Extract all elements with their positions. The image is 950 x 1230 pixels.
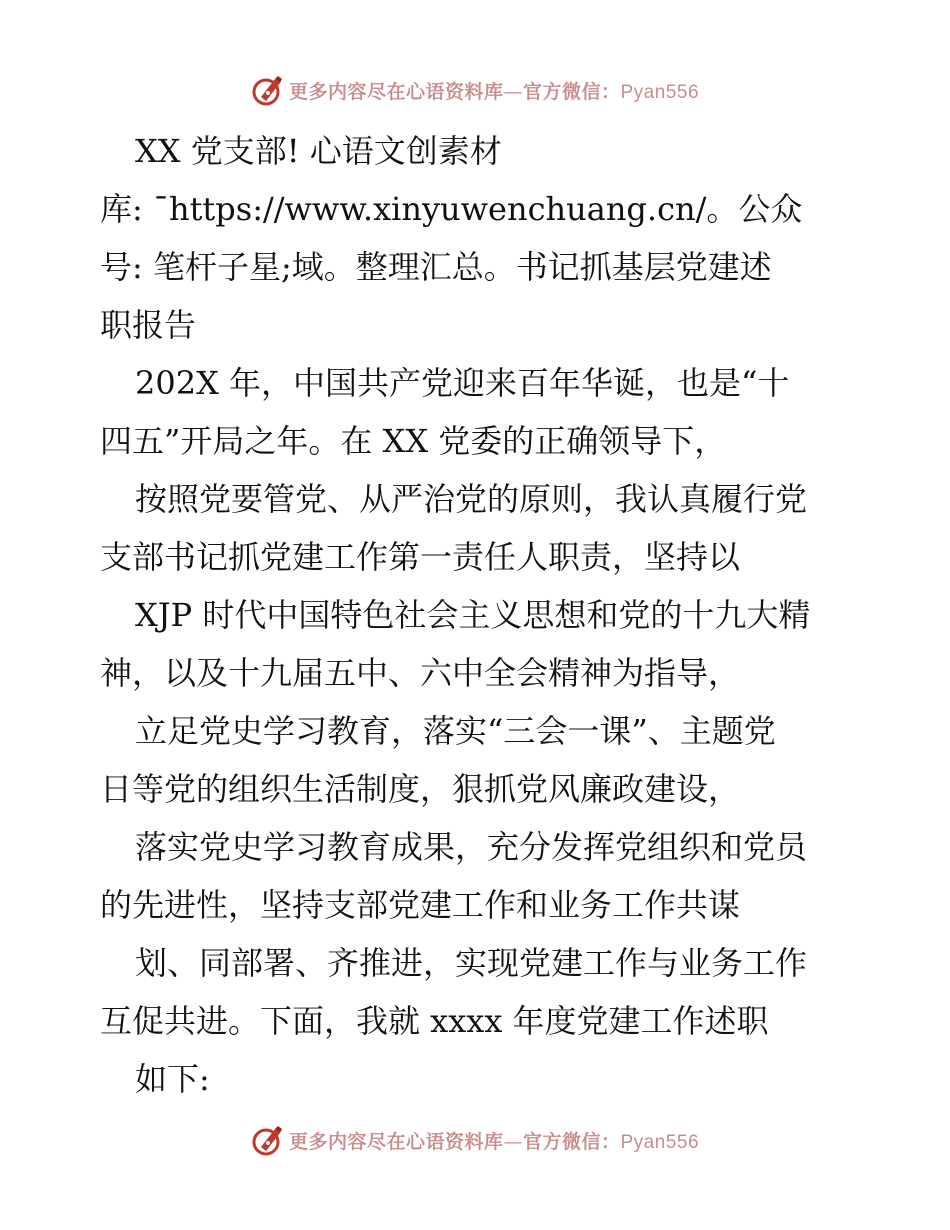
text-line: 互促共进。下面，我就 xxxx 年度党建工作述职 — [100, 1002, 769, 1040]
text-line: 职报告 — [100, 306, 197, 344]
text-line: 按照党要管党、从严治党的原则，我认真履行党 — [135, 480, 808, 518]
document-body — [100, 122, 880, 1108]
header-banner — [0, 70, 950, 110]
pen-nib-circle-icon — [251, 1123, 285, 1157]
text-line: 四五”开局之年。在 XX 党委的正确领导下， — [100, 422, 727, 460]
text-line: XJP 时代中国特色社会主义思想和党的十九大精 — [135, 596, 811, 634]
text-line: 如下: — [135, 1060, 210, 1098]
text-line: 立足党史学习教育，落实“三会一课”、主题党 — [135, 712, 776, 750]
header-banner-text: 更多内容尽在心语资料库—官方微信：Pyan556 — [288, 80, 700, 103]
footer-banner-text: 更多内容尽在心语资料库—官方微信：Pyan556 — [288, 1130, 700, 1153]
footer-banner — [0, 1120, 950, 1160]
text-line: 支部书记抓党建工作第一责任人职责，坚持以 — [100, 538, 741, 576]
text-line: 号: 笔杆子星;域。整理汇总。书记抓基层党建述 — [100, 248, 772, 286]
text-line: 的先进性，坚持支部党建工作和业务工作共谋 — [100, 886, 741, 924]
text-line: 神，以及十九届五中、六中全会精神为指导， — [100, 654, 741, 692]
text-line: 日等党的组织生活制度，狠抓党风廉政建设， — [100, 770, 741, 808]
text-line: 划、同部署、齐推进，实现党建工作与业务工作 — [135, 944, 808, 982]
text-line: 库: ¯https://www.xinyuwenchuang.cn/。公众 — [100, 190, 803, 228]
pen-nib-circle-icon — [251, 73, 285, 107]
text-line: XX 党支部! 心语文创素材 — [135, 132, 502, 170]
text-line: 落实党史学习教育成果，充分发挥党组织和党员 — [135, 828, 808, 866]
text-line: 202X 年，中国共产党迎来百年华诞，也是“十 — [135, 364, 790, 402]
